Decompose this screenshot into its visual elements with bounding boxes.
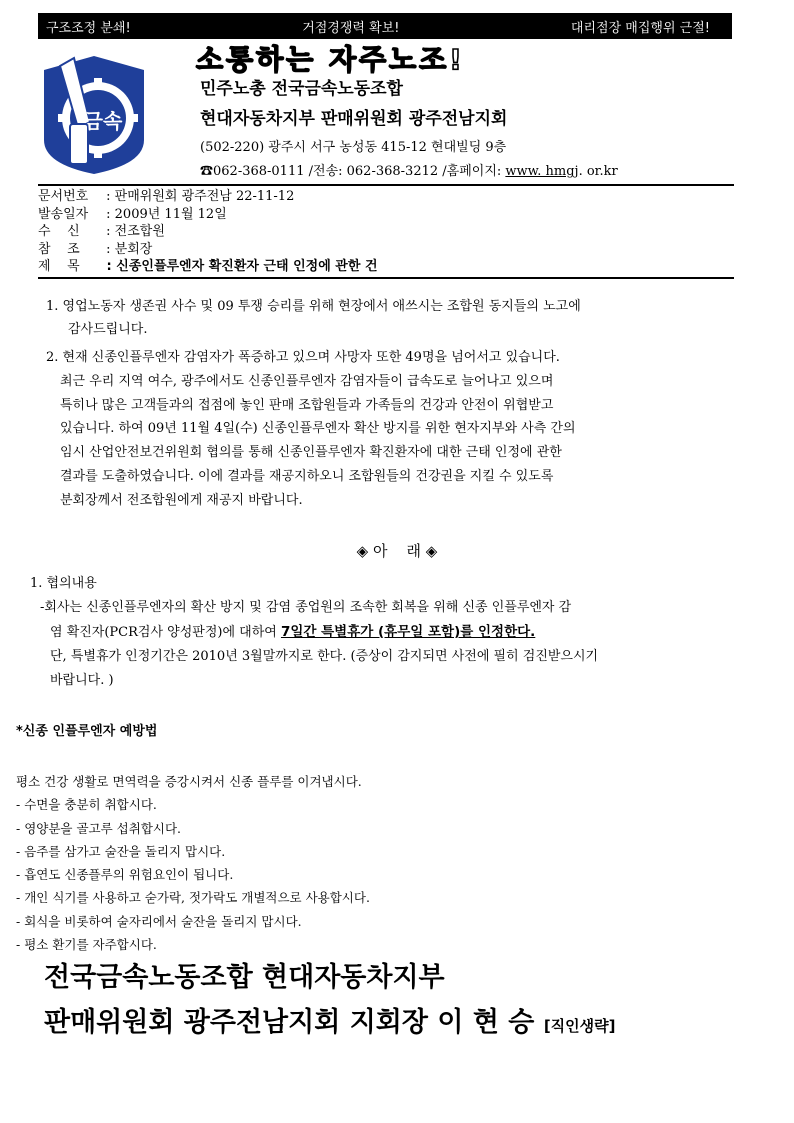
- special-leave-highlight: 7일간 특별휴가 (휴무일 포함)를 인정한다.: [280, 624, 536, 640]
- banner-item: 구조조정 분쇄!: [46, 20, 131, 36]
- agreement-title: 1. 협의내용: [30, 576, 97, 591]
- prevention-list: [16, 770, 370, 956]
- text-line: 감사드립니다.: [68, 322, 148, 337]
- address: (502-220) 광주시 서구 농성동 415-12 현대빌딩 9층: [200, 140, 507, 155]
- meta-row-ref: 참 조 : 분회장: [38, 241, 153, 257]
- org-name-line1: 민주노총 전국금속노동조합: [200, 79, 403, 99]
- list-item: - 영양분을 골고루 섭취합시다.: [16, 820, 182, 836]
- document-meta: [38, 188, 378, 276]
- text-line: -회사는 신종인플루엔자의 확산 방지 및 감염 종업원의 조속한 회복을 위해 신종 인플루엔자 감: [40, 600, 572, 615]
- top-banner: [38, 13, 732, 39]
- subject: 신종인플루엔자 확진환자 근태 인정에 관한 건: [116, 259, 378, 274]
- signature-line1: 전국금속노동조합 현대자동차지부: [44, 962, 445, 993]
- signature-line2: [44, 1000, 615, 1039]
- reference: 분회장: [114, 241, 153, 257]
- meta-row-doc-no: 문서번호 : 판매위원회 광주전남 22-11-12: [38, 189, 295, 204]
- paragraph-1: [46, 295, 581, 341]
- recipient: 전조합원: [114, 224, 165, 239]
- text-line: 분회장께서 전조합원에게 재공지 바랍니다.: [60, 492, 303, 508]
- text-line: 결과를 도출하였습니다. 이에 결과를 재공지하오니 조합원들의 건강권을 지킬 수 있도록: [60, 468, 554, 484]
- union-logo-icon: [40, 52, 148, 178]
- meta-label: 참 조: [38, 241, 80, 257]
- text-line: [30, 620, 598, 645]
- list-item: - 흡연도 신종플루의 위험요인이 됩니다.: [16, 867, 234, 883]
- list-item: - 개인 식기를 사용하고 숟가락, 젓가락도 개별적으로 사용합시다.: [16, 890, 370, 906]
- list-item: - 수면을 충분히 취합시다.: [16, 797, 157, 813]
- text-line: 1. 영업노동자 생존권 사수 및 09 투쟁 승리를 위해 현장에서 애쓰시는 조합원 동지들의 노고에: [46, 299, 581, 314]
- slogan: 소통하는 자주노조!: [196, 43, 465, 76]
- banner-item: 대리점장 매집행위 근절!: [570, 20, 710, 36]
- doc-number: 판매위원회 광주전남 22-11-12: [114, 189, 295, 204]
- list-item: - 평소 환기를 자주합시다.: [16, 937, 157, 953]
- text-span: 염 확진자(PCR검사 양성판정)에 대하여: [50, 625, 281, 640]
- meta-label: 제 목: [38, 259, 80, 274]
- meta-label: 수 신: [38, 224, 80, 239]
- contact-line: [200, 160, 618, 179]
- meta-label: 발송일자: [38, 206, 89, 222]
- text-line: 있습니다. 하여 09년 11월 4일(수) 신종인플루엔자 확산 방지를 위한 현자지부와 사측 간의: [60, 421, 576, 437]
- text-line: 단, 특별휴가 인정기간은 2010년 3월말까지로 한다. (증상이 감지되면 사전에 필히 검진받으시기: [50, 649, 599, 664]
- contact-prefix: ☎062-368-0111 /전송: 062-368-3212 /홈페이지:: [200, 164, 506, 179]
- text-line: 임시 산업안전보건위원회 협의를 통해 신종인플루엔자 확진환자에 대한 근태 인정에 관한: [60, 445, 562, 461]
- send-date: 2009년 11월 12일: [114, 206, 227, 222]
- logo-text: 금속: [83, 109, 123, 133]
- section-heading: ◈ 아 래 ◈: [356, 542, 438, 560]
- prevention-intro: 평소 건강 생활로 면역력을 증강시켜서 신종 플루를 이겨냅시다.: [16, 774, 362, 789]
- agreement-section: [30, 572, 598, 693]
- divider-top: [38, 184, 734, 186]
- list-item: - 회식을 비롯하여 술자리에서 술잔을 돌리지 맙시다.: [16, 913, 302, 929]
- meta-row-date: 발송일자 : 2009년 11월 12일: [38, 206, 227, 222]
- list-item: - 음주를 삼가고 술잔을 돌리지 맙시다.: [16, 843, 226, 859]
- text-line: 최근 우리 지역 여수, 광주에서도 신종인플루엔자 감염자들이 급속도로 늘어나고 있으며: [60, 373, 554, 389]
- homepage-link[interactable]: www. hmgj: [505, 164, 579, 179]
- signer: 판매위원회 광주전남지회 지회장 이 현 승: [44, 1007, 535, 1038]
- org-name-line2: 현대자동차지부 판매위원회 광주전남지회: [200, 109, 508, 129]
- text-line: 2. 현재 신종인플루엔자 감염자가 폭증하고 있으며 사망자 또한 49명을 넘어서고 있습니다.: [46, 350, 560, 365]
- divider-bottom: [38, 277, 734, 279]
- meta-row-subject: 제 목 : 신종인플루엔자 확진환자 근태 인정에 관한 건: [38, 259, 378, 274]
- paragraph-2: [46, 346, 576, 513]
- homepage-suffix: . or.kr: [578, 164, 618, 179]
- banner-item: 거점경쟁력 확보!: [302, 20, 400, 36]
- seal-note: [직인생략]: [543, 1017, 616, 1035]
- text-line: 바랍니다. ): [50, 673, 114, 688]
- meta-row-to: 수 신 : 전조합원: [38, 224, 165, 239]
- meta-label: 문서번호: [38, 189, 89, 204]
- text-line: 특히나 많은 고객들과의 접점에 놓인 판매 조합원들과 가족들의 건강과 안전이 위협받고: [60, 397, 554, 413]
- prevention-title: *신종 인플루엔자 예방법: [16, 724, 158, 739]
